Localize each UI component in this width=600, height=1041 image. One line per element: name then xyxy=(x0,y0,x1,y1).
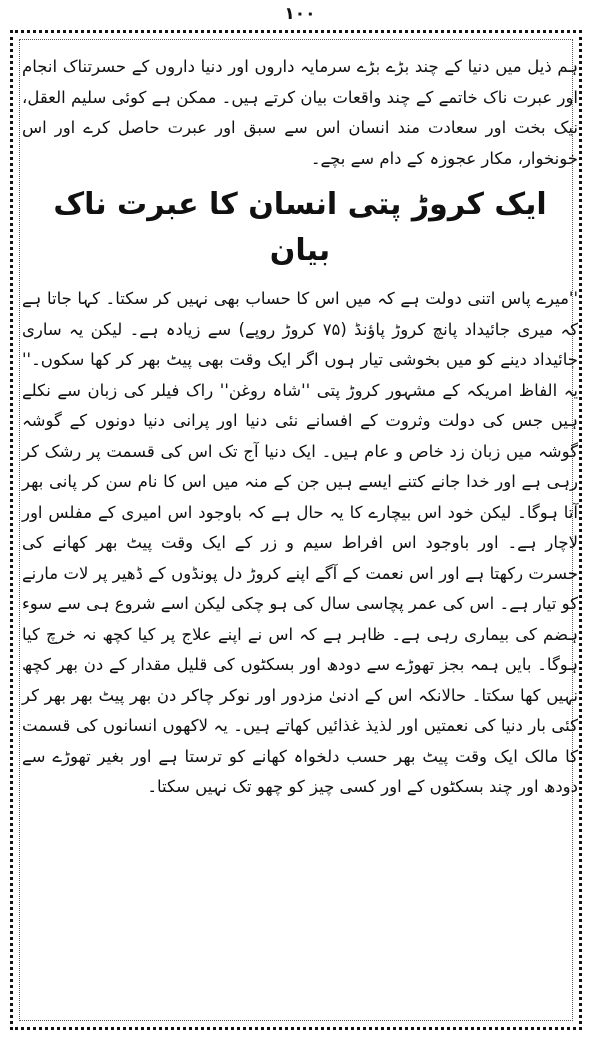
body-paragraph: ''میرے پاس اتنی دولت ہے کہ میں اس کا حساب بھی نہیں کر سکتا۔ کہا جاتا ہے کہ میری جائیداد پانچ کروڑ پاؤنڈ (۷۵ کروڑ روپے) سے زیادہ ہے۔ لیکن یہ ساری جائیداد دینے کو میں بخوشی تیار ہوں اگر ایک وقت بھی پیٹ بھر کر کھا سکوں۔'' یہ الفاظ امریکہ کے مشہور کروڑ پتی ''شاہ روغن'' راک فیلر کی زبان سے نکلے ہیں جس کی دولت وثروت کے افسانے نئی دنیا اور پرانی دنیا دونوں کے گوشہ گوشہ میں زبان زد خاص و عام ہیں۔ ایک دنیا آج تک اس کی قسمت پر رشک کر رہی ہے اور خدا جانے کتنے ایسے ہیں جن کے منہ میں اس کا نام سن کر پانی بھر آتا ہوگا۔ لیکن خود اس بیچارے کا یہ حال ہے کہ باوجود اس امیری کے مفلس اور لاچار ہے۔ اور باوجود اس افراط سیم و زر کے ایک وقت پیٹ بھر کھانے کی حسرت رکھتا ہے اور اس نعمت کے آگے اپنے کروڑ دل پونڈوں کے ڈھیر پر لات مارنے کو تیار ہے۔ اس کی عمر پچاسی سال کی ہو چکی لیکن اسے شروع ہی سے سوء ہضم کی بیماری رہی ہے۔ ظاہر ہے کہ اس نے اپنے علاج پر کیا کچھ نہ خرچ کیا ہوگا۔ بایں ہمہ بجز تھوڑے سے دودھ اور بسکٹوں کی قلیل مقدار کے دن بھر کچھ نہیں کھا سکتا۔ حالانکہ اس کے ادنیٰ مزدور اور نوکر چاکر دن بھر پیٹ بھر بھر کر کئی بار دنیا کی نعمتیں اور لذیذ غذائیں کھاتے ہیں۔ یہ لاکھوں انسانوں کی قسمت کا مالک ایک وقت پیٹ بھر حسب دلخواہ کھانے کو ترستا ہے اور بغیر تھوڑے سے دودھ اور چند بسکٹوں کے اور کسی چیز کو چھو تک نہیں سکتا۔ xyxy=(22,289,578,796)
page-content xyxy=(22,52,578,803)
page-number: ۱۰۰ xyxy=(284,4,316,24)
section-heading: ایک کروڑ پتی انسان کا عبرت ناک بیان xyxy=(53,187,547,268)
intro-paragraph: ہم ذیل میں دنیا کے چند بڑے بڑے سرمایہ داروں اور دنیا داروں کے حسرتناک انجام اور عبرت ناک خاتمے کے چند واقعات بیان کرتے ہیں۔ ممکن ہے کوئی سلیم العقل، نیک بخت اور سعادت مند انسان اس سے سبق اور عبرت حاصل کرے اور اس خونخوار، مکار عجوزہ کے دام سے بچے۔ xyxy=(22,57,578,168)
body-section xyxy=(22,284,578,803)
intro-section xyxy=(22,52,578,174)
